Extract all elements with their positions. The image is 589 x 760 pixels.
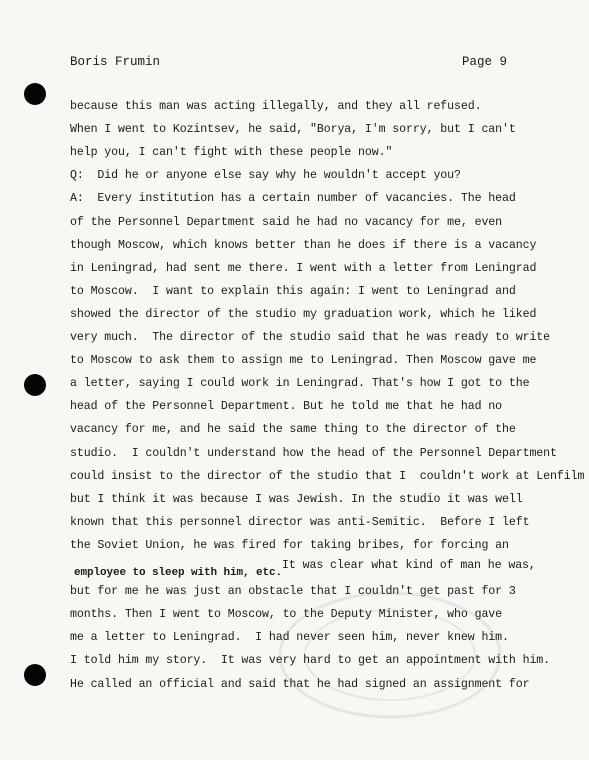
text-line bbox=[70, 423, 516, 436]
text-line bbox=[70, 216, 502, 229]
text-line bbox=[70, 192, 516, 205]
text-line-content: Q: Did he or anyone else say why he wouldn't accept you? bbox=[70, 169, 461, 183]
punch-hole bbox=[24, 664, 46, 686]
inserted-text-line bbox=[74, 559, 536, 579]
text-line bbox=[70, 631, 509, 644]
text-line-content: A: Every institution has a certain number of vacancies. The head bbox=[70, 192, 516, 206]
text-line bbox=[70, 539, 509, 552]
text-line bbox=[70, 354, 536, 367]
text-line-content: vacancy for me, and he said the same thing to the director of the bbox=[70, 423, 516, 437]
text-line-content: months. Then I went to Moscow, to the Deputy Minister, who gave bbox=[70, 608, 503, 622]
text-line bbox=[70, 654, 550, 667]
text-line bbox=[70, 262, 536, 275]
text-line bbox=[70, 331, 550, 344]
text-line-content: He called an official and said that he had signed an assignment for bbox=[70, 677, 530, 691]
text-line-content: known that this personnel director was anti-Semitic. Before I left bbox=[70, 515, 530, 529]
text-line-content: showed the director of the studio my graduation work, which he liked bbox=[70, 307, 537, 321]
punch-hole bbox=[24, 83, 46, 105]
text-line-content: could insist to the director of the studio that I couldn't work at Lenfilm bbox=[70, 469, 585, 483]
text-line-content: but for me he was just an obstacle that I couldn't get past for 3 bbox=[70, 585, 516, 599]
text-line bbox=[70, 493, 523, 506]
header-page-number: Page 9 bbox=[462, 55, 508, 69]
text-line bbox=[70, 470, 584, 483]
text-line-content: in Leningrad, had sent me there. I went with a letter from Leningrad bbox=[70, 261, 537, 275]
text-line-content: to Moscow to ask them to assign me to Leningrad. Then Moscow gave me bbox=[70, 354, 537, 368]
text-line bbox=[70, 678, 529, 691]
text-line-content: because this man was acting illegally, and they all refused. bbox=[70, 100, 482, 113]
text-line bbox=[70, 400, 502, 413]
text-line bbox=[70, 377, 529, 390]
text-line bbox=[70, 447, 557, 460]
header-name: Boris Frumin bbox=[70, 55, 161, 69]
text-line-content: very much. The director of the studio said that he was ready to write bbox=[70, 331, 551, 344]
text-line-content: When I went to Kozintsev, he said, "Borya, I'm sorry, but I can't bbox=[70, 123, 516, 137]
text-line-content: though Moscow, which knows better than he does if there is a vacancy bbox=[70, 238, 537, 252]
inserted-handwritten-text: employee to sleep with him, etc. bbox=[74, 567, 283, 579]
text-line-content: studio. I couldn't understand how the head of the Personnel Department bbox=[70, 446, 557, 460]
text-line-content: I told him my story. It was very hard to get an appointment with him. bbox=[70, 654, 551, 668]
inserted-typed-text: It was clear what kind of man he was, bbox=[282, 559, 536, 572]
text-line bbox=[70, 100, 481, 113]
text-line bbox=[70, 285, 516, 298]
text-line bbox=[70, 169, 461, 182]
text-line-content: help you, I can't fight with these people now." bbox=[70, 146, 393, 160]
text-line-content: me a letter to Leningrad. I had never seen him, never knew him. bbox=[70, 631, 509, 645]
text-line bbox=[70, 308, 536, 321]
text-line bbox=[70, 123, 516, 136]
text-line-content: of the Personnel Department said he had no vacancy for me, even bbox=[70, 215, 503, 229]
text-line bbox=[70, 608, 502, 621]
text-line bbox=[70, 146, 392, 159]
text-line-content: head of the Personnel Department. But he told me that he had no bbox=[70, 400, 503, 414]
text-line bbox=[70, 585, 516, 598]
text-line bbox=[70, 516, 529, 529]
text-line-content: the Soviet Union, he was fired for taking bribes, for forcing an bbox=[70, 538, 509, 552]
text-line-content: to Moscow. I want to explain this again: I went to Leningrad and bbox=[70, 284, 516, 298]
text-line-content: but I think it was because I was Jewish. In the studio it was well bbox=[70, 492, 523, 506]
text-line bbox=[70, 239, 536, 252]
punch-hole bbox=[24, 374, 46, 396]
text-line-content: a letter, saying I could work in Leningrad. That's how I got to the bbox=[70, 377, 530, 391]
